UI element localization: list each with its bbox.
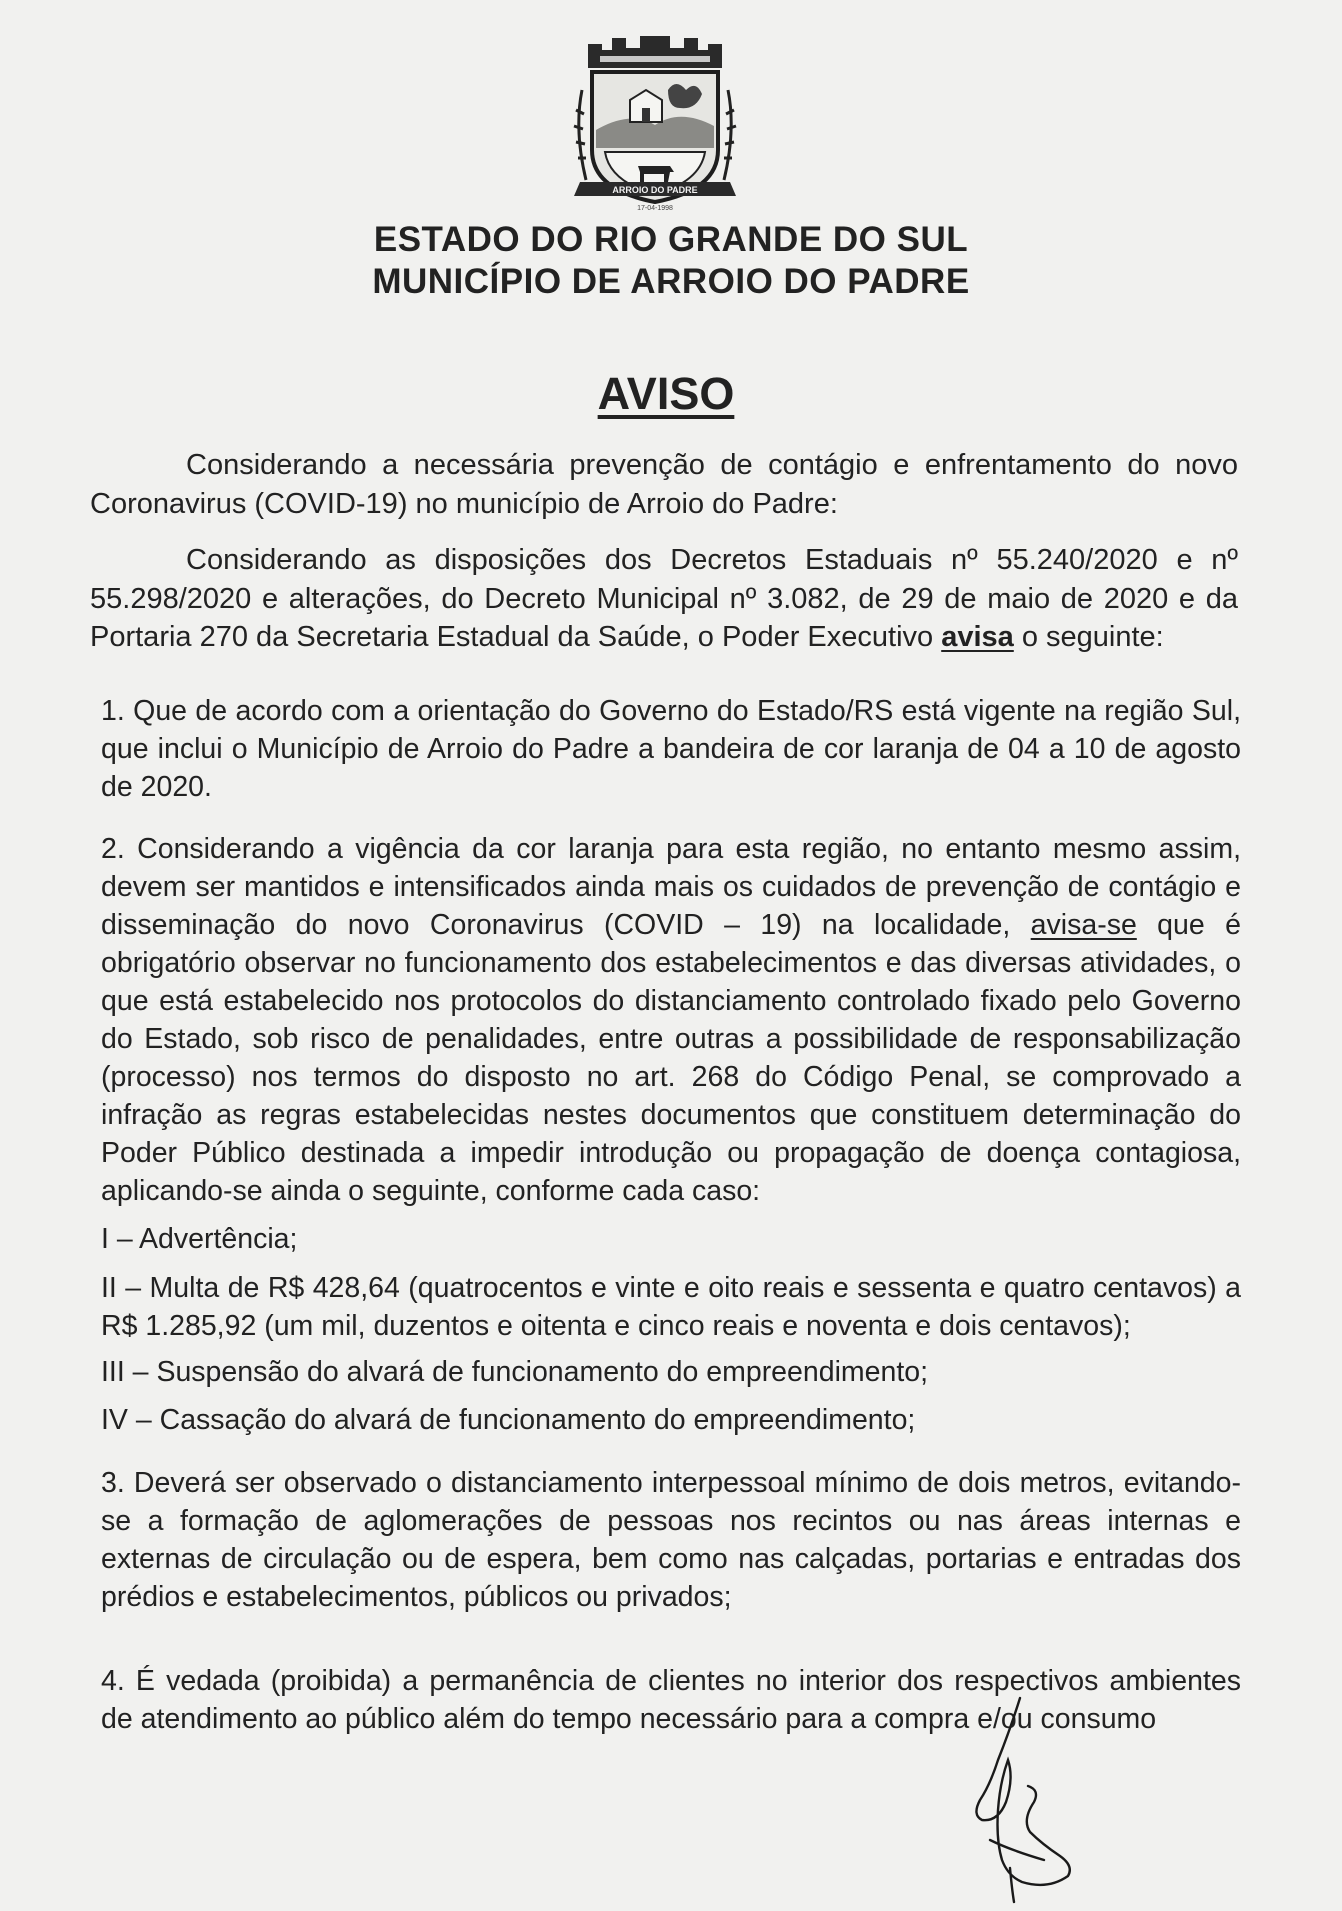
header-municipality: MUNICÍPIO DE ARROIO DO PADRE bbox=[372, 262, 970, 301]
penalty-1: I – Advertência; bbox=[101, 1223, 298, 1255]
crest-motto: ARROIO DO PADRE bbox=[612, 185, 698, 195]
item-3: 3. Deverá ser observado o distanciamento interpessoal mínimo de dois metros, evitando-se a formação de aglomerações de pessoas nos recintos ou nas áreas internas e externas de circulação ou de espera, bem como nas calçadas, portarias e entradas dos prédios e estabelecimentos, públicos ou privados; bbox=[101, 1467, 1241, 1613]
intro-p2-emphasis: avisa bbox=[941, 621, 1014, 653]
intro-p2-text-end: o seguinte: bbox=[1013, 621, 1164, 653]
crest-date: 17-04-1998 bbox=[637, 205, 673, 212]
item-4: 4. É vedada (proibida) a permanência de clientes no interior dos respectivos ambientes de atendimento ao público além do tempo necessário para a compra e/ou consumo bbox=[101, 1665, 1241, 1735]
item-1: 1. Que de acordo com a orientação do Governo do Estado/RS está vigente na região Sul, que inclui o Município de Arroio do Padre a bandeira de cor laranja de 04 a 10 de agosto de 2020. bbox=[101, 695, 1241, 803]
penalty-2: II – Multa de R$ 428,64 (quatrocentos e vinte e oito reais e sessenta e quatro centavos) a R$ 1.285,92 (um mil, duzentos e oitenta e cinco reais e noventa e dois centavos); bbox=[101, 1272, 1241, 1342]
item-2-emphasis: avisa-se bbox=[1030, 909, 1137, 941]
municipal-crest-icon bbox=[560, 30, 750, 215]
intro-paragraph-1: Considerando a necessária prevenção de contágio e enfrentamento do novo Coronavirus (COVID-19) no município de Arroio do Padre: bbox=[90, 449, 1238, 520]
intro-p2-text: Considerando as disposições dos Decretos Estaduais nº 55.240/2020 e nº 55.298/2020 e alterações, do Decreto Municipal nº 3.082, de 29 de maio de 2020 e da Portaria 270 da Secretaria Estadual da Saúde, o Poder Executivo bbox=[90, 544, 1238, 653]
item-2 bbox=[101, 830, 1241, 1210]
page-title: AVISO bbox=[597, 368, 735, 419]
intro-paragraph-2 bbox=[90, 541, 1238, 657]
penalty-4: IV – Cassação do alvará de funcionamento do empreendimento; bbox=[101, 1404, 916, 1436]
item-2-text-end: que é obrigatório observar no funcionamento dos estabelecimentos e das diversas atividades, o que está estabelecido nos protocolos do distanciamento controlado fixado pelo Governo do Estado, sob risco de penalidades, entre outras a possibilidade de responsabilização (processo) nos termos do disposto no art. 268 do Código Penal, se comprovado a infração as regras estabelecidas nestes documentos que constituem determinação do Poder Público destinada a impedir introdução ou propagação de doença contagiosa, aplicando-se ainda o seguinte, conforme cada caso: bbox=[101, 909, 1241, 1207]
signature bbox=[950, 1690, 1080, 1905]
item-2-text: 2. Considerando a vigência da cor laranja para esta região, no entanto mesmo assim, devem ser mantidos e intensificados ainda mais os cuidados de prevenção de contágio e disseminação do novo Coronavirus (COVID – 19) na localidade, bbox=[101, 833, 1241, 941]
header-state: ESTADO DO RIO GRANDE DO SUL bbox=[373, 220, 969, 259]
penalty-3: III – Suspensão do alvará de funcionamento do empreendimento; bbox=[101, 1356, 929, 1388]
